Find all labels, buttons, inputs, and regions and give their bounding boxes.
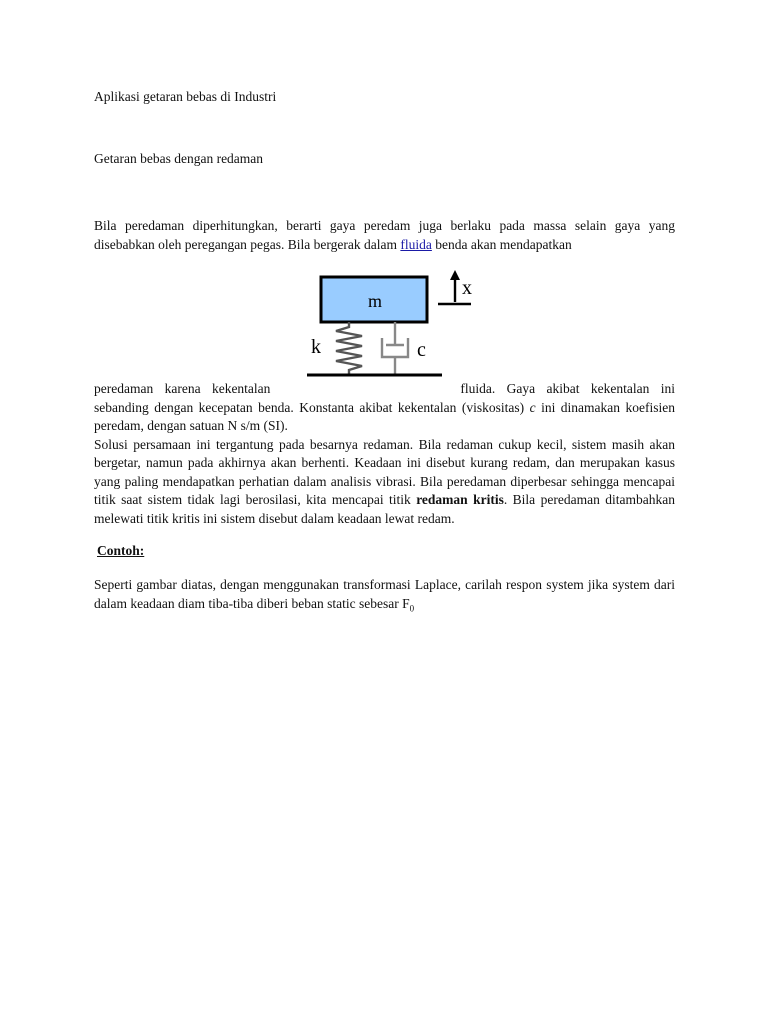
damping-coefficient-symbol: c [529, 399, 536, 415]
damper [382, 322, 408, 374]
example-text: Seperti gambar diatas, dengan menggunakan transformasi Laplace, carilah respon system jika system dari dalam keadaan diam tiba-tiba diberi beban static sebesar F [94, 577, 675, 611]
section-heading: Getaran bebas dengan redaman [94, 151, 264, 166]
fluida-link[interactable]: fluida [400, 236, 432, 252]
intro-paragraph [94, 217, 675, 254]
displacement-label: x [462, 277, 472, 299]
example-heading: Contoh: [97, 543, 145, 558]
damping-text-b: fluida. Gaya akibat kekentalan ini sebanding dengan kecepatan benda. Konstanta akibat kekentalan (viskositas) [94, 381, 675, 415]
damping-paragraph [94, 380, 675, 528]
damping-text-d: ini dinamakan koefisien peredam, dengan satuan N s/m (SI). [94, 399, 676, 433]
example-paragraph [94, 576, 675, 618]
mass-spring-damper-figure [300, 268, 480, 383]
solution-text-b: . Bila peredaman ditambahkan melewati titik kritis ini sistem disebut dalam keadaan lewat redam. [94, 492, 675, 526]
damping-text-a: peredaman karena kekentalan [94, 381, 271, 396]
critical-damping-term: redaman kritis [416, 492, 504, 507]
intro-text-a: Bila peredaman diperhitungkan, berarti gaya peredam juga berlaku pada massa selain gaya yang disebabkan oleh peregangan pegas. Bila bergerak dalam [94, 218, 675, 252]
document-title: Aplikasi getaran bebas di Industri [94, 89, 277, 104]
damper-label: c [417, 339, 426, 361]
intro-text-b: benda akan mendapatkan [431, 236, 572, 252]
mass-label: m [368, 291, 383, 311]
spring [336, 322, 362, 374]
solution-text-a: Solusi persamaan ini tergantung pada besarnya redaman. Bila redaman cukup kecil, sistem masih akan bergetar, namun pada akhirnya akan berhenti. Keadaan ini disebut kurang redam, dan merupakan kasus yang paling mendapatkan perhatian dalam analisis vibrasi. Bila peredaman diperbesar sehingga mencapai titik saat sistem tidak lagi berosilasi, kita mencapai titik [94, 436, 675, 507]
force-subscript: 0 [409, 603, 415, 614]
spring-label: k [311, 336, 321, 358]
